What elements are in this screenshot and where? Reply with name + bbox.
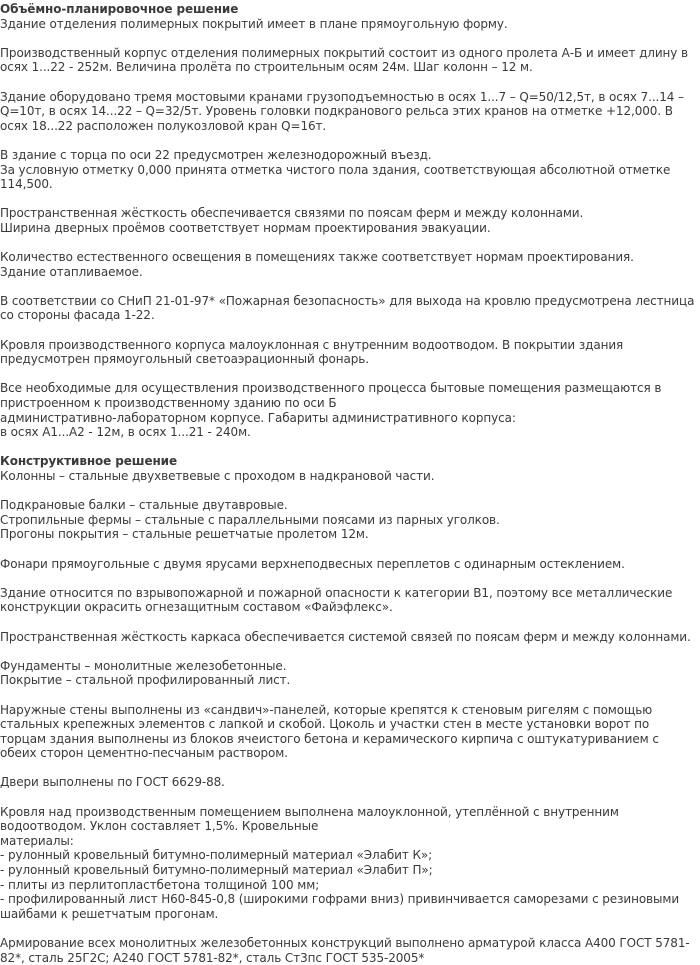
paragraph: Фонари прямоугольные с двумя ярусами верхнеподвесных переплетов с одинарным остеклением.: [0, 556, 625, 571]
paragraph: Подкрановые балки – стальные двутавровые.: [0, 498, 288, 513]
paragraph-gap: [0, 133, 696, 148]
paragraph: Покрытие – стальной профилированный лист.: [0, 673, 291, 688]
paragraph: Стропильные фермы – стальные с параллельными поясами из парных уголков.: [0, 512, 500, 527]
paragraph: За условную отметку 0,000 принята отметка чистого пола здания, соответствующая абсолютной отметке 114,500.: [0, 162, 671, 192]
paragraph: в осях А1...А2 - 12м, в осях 1...21 - 240м.: [0, 425, 251, 440]
paragraph: материалы:: [0, 833, 74, 848]
paragraph: Здание отапливаемое.: [0, 264, 143, 279]
paragraph-gap: [0, 921, 696, 936]
paragraph-gap: [0, 31, 696, 46]
paragraph: Кровля над производственным помещением выполнена малоуклонной, утеплённой с внутренним водоотводом. Уклон составляет 1,5%. Кровельные: [0, 804, 619, 834]
paragraph: В здание с торца по оси 22 предусмотрен железнодорожный въезд.: [0, 147, 432, 162]
paragraph: Колонны – стальные двухветвевые с проходом в надкрановой части.: [0, 469, 435, 483]
paragraph: В соответствии со СНиП 21-01-97* «Пожарная безопасность» для выхода на кровлю предусмотрена лестница со стороны фасада 1-22.: [0, 293, 695, 323]
paragraph-gap: [0, 484, 696, 499]
paragraph: Здание отделения полимерных покрытий имеет в плане прямоугольную форму.: [0, 16, 508, 31]
paragraph: Здание относится по взрывопожарной и пожарной опасности к категории В1, поэтому все металлические конструкции окрасить огнезащитным составом «Файэфлекс».: [0, 585, 673, 615]
paragraph-gap: [0, 440, 696, 455]
paragraph: Производственный корпус отделения полимерных покрытий состоит из одного пролета А-Б и имеет длину в осях 1...22 - 252м. Величина пролёта по строительным осям 24м. Шаг колонн – 12 м.: [0, 45, 688, 75]
paragraph: Количество естественного освещения в помещениях также соответствует нормам проектирования.: [0, 250, 634, 265]
paragraph: Двери выполнены по ГОСТ 6629-88.: [0, 775, 225, 790]
section-heading-planning: Объёмно-планировочное решение: [0, 2, 239, 16]
paragraph-gap: [0, 192, 696, 207]
list-item: - плиты из перлитопластбетона толщиной 100 мм;: [0, 877, 320, 892]
paragraph-gap: [0, 790, 696, 805]
paragraph-gap: [0, 571, 696, 586]
paragraph-gap: [0, 688, 696, 703]
list-item: - рулонный кровельный битумно-полимерный материал «Элабит П»;: [0, 863, 433, 878]
paragraph: Пространственная жёсткость обеспечивается связями по поясам ферм и между колоннами.: [0, 206, 584, 221]
paragraph: Армирование всех монолитных железобетонных конструкций выполнено арматурой класса А400 ГОСТ 5781-82*, сталь 25Г2С; А240 ГОСТ 5781-82*, сталь Ст3пс ГОСТ 535-2005*: [0, 936, 690, 965]
list-item: - рулонный кровельный битумно-полимерный материал «Элабит К»;: [0, 848, 433, 863]
section-heading-structural: Конструктивное решение: [0, 454, 178, 469]
paragraph-gap: [0, 761, 696, 776]
paragraph-gap: [0, 75, 696, 90]
paragraph: Пространственная жёсткость каркаса обеспечивается системой связей по поясам ферм и между колоннами.: [0, 629, 691, 644]
paragraph: административно-лабораторном корпусе. Габариты административного корпуса:: [0, 410, 516, 425]
list-item: - профилированный лист Н60-845-0,8 (широкими гофрами вниз) привинчивается саморезами с резиновыми шайбами к решетчатым прогонам.: [0, 892, 680, 921]
paragraph-gap: [0, 236, 696, 251]
paragraph: Все необходимые для осуществления производственного процесса бытовые помещения размещаются в пристроенном к производственному зданию по оси Б: [0, 381, 662, 411]
paragraph: Кровля производственного корпуса малоуклонная с внутренним водоотводом. В покрытии здания предусмотрен прямоугольный светоаэрационный фонарь.: [0, 337, 624, 367]
paragraph: Ширина дверных проёмов соответствует нормам проектирования эвакуации.: [0, 220, 491, 235]
paragraph: Здание оборудовано тремя мостовыми кранами грузоподъемностью в осях 1...7 – Q=50/12,5т, в осях 7...14 – Q=10т, в осях 14...22 – Q=32/5т. Уровень головки подкранового рельса этих кранов на отметке +12,000. В осях 18...22 расположен полукозловой кран Q=16т.: [0, 89, 684, 133]
paragraph-gap: [0, 323, 696, 338]
paragraph-gap: [0, 279, 696, 294]
paragraph-gap: [0, 615, 696, 630]
paragraph-gap: [0, 644, 696, 659]
paragraph: Наружные стены выполнены из «сандвич»-панелей, которые крепятся к стеновым ригелям с помощью стальных крепежных элементов с лапкой и скобой. Цоколь и участки стен в месте установки ворот по торцам здания выполнены из блоков ячеистого бетона и керамического кирпича с оштукатуриванием с обеих сторон цементно-песчаным раствором.: [0, 702, 659, 761]
paragraph-gap: [0, 367, 696, 382]
paragraph-gap: [0, 542, 696, 557]
paragraph: Фундаменты – монолитные железобетонные.: [0, 658, 287, 673]
paragraph: Прогоны покрытия – стальные решетчатые пролетом 12м.: [0, 527, 369, 542]
